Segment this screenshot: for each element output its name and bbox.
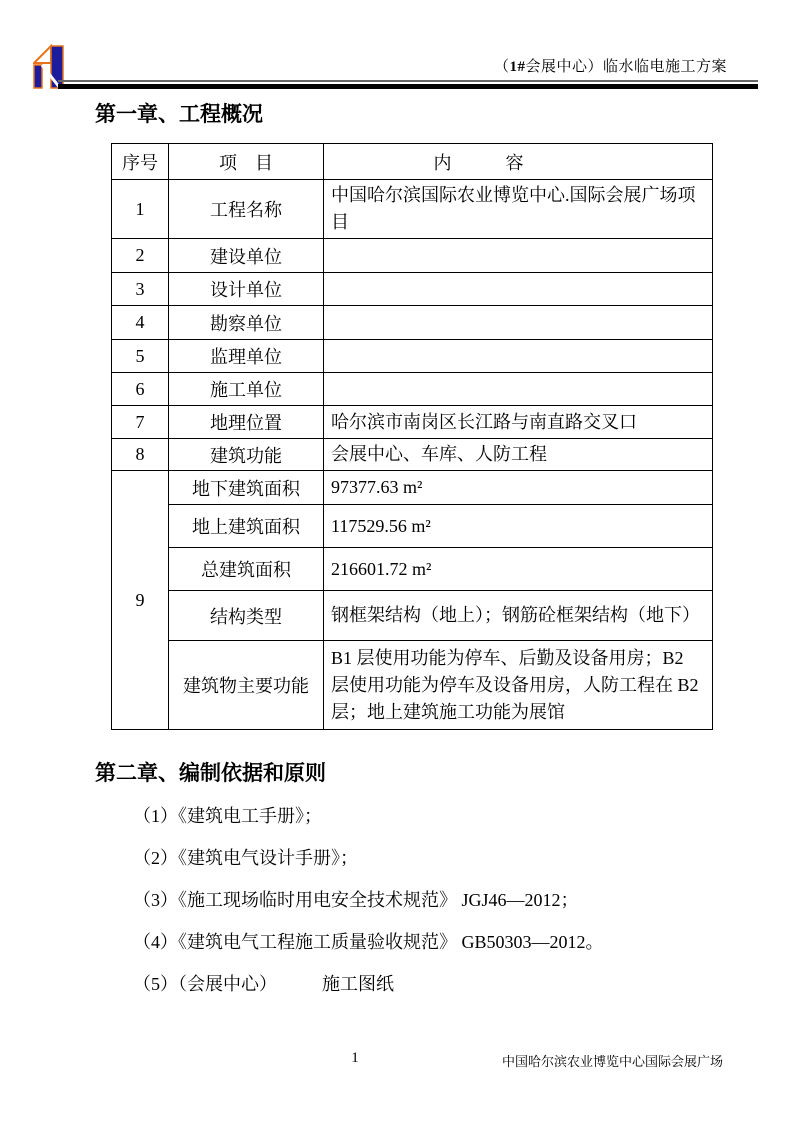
content-cell: B1 层使用功能为停车、后勤及设备用房；B2 层使用功能为停车及设备用房，人防工程在 B2 层；地上建筑施工功能为展馆 <box>324 641 713 730</box>
table-row <box>112 273 713 306</box>
content-cell: 216601.72 m² <box>324 548 713 591</box>
content-cell: 会展中心、车库、人防工程 <box>324 439 713 471</box>
content-cell <box>324 306 713 340</box>
row-number-cell: 1 <box>112 180 169 239</box>
header-cell-no: 序号 <box>112 144 169 180</box>
content-cell: 97377.63 m² <box>324 471 713 505</box>
row-number-cell: 7 <box>112 406 169 439</box>
row-number-cell: 6 <box>112 373 169 406</box>
content-cell: 钢框架结构（地上）；钢筋砼框架结构（地下） <box>324 591 713 641</box>
project-overview-table <box>111 143 713 730</box>
table-row <box>112 591 713 641</box>
table-row <box>112 180 713 239</box>
row-number-cell: 5 <box>112 340 169 373</box>
header-title-open: （ <box>493 59 510 75</box>
list-item: （1）《建筑电工手册》； <box>133 806 322 826</box>
list-item: （4）《建筑电气工程施工质量验收规范》 GB50303—2012。 <box>133 932 604 952</box>
item-cell: 地下建筑面积 <box>169 471 324 505</box>
item-cell: 地上建筑面积 <box>169 505 324 548</box>
footer-doc-title: 中国哈尔滨农业博览中心国际会展广场 <box>501 1054 723 1069</box>
header-cell-item: 项 目 <box>169 144 324 180</box>
header-title-rest: 会展中心）临水临电施工方案 <box>525 59 727 75</box>
table-row <box>112 406 713 439</box>
table-row <box>112 373 713 406</box>
reference-list <box>133 806 604 1016</box>
content-cell <box>324 373 713 406</box>
content-cell: 中国哈尔滨国际农业博览中心.国际会展广场项目 <box>324 180 713 239</box>
table-row <box>112 306 713 340</box>
table-row <box>112 239 713 273</box>
table-row <box>112 471 713 505</box>
list-item: （3）《施工现场临时用电安全技术规范》 JGJ46—2012； <box>133 890 579 910</box>
item-cell: 监理单位 <box>169 340 324 373</box>
chapter-one-title: 第一章、工程概况 <box>95 102 263 126</box>
chapter-two-title: 第二章、编制依据和原则 <box>95 761 326 785</box>
header-rule-thick-line <box>58 84 758 89</box>
content-cell <box>324 239 713 273</box>
page-number: 1 <box>351 1050 359 1066</box>
table-row <box>112 505 713 548</box>
table-header-row <box>112 144 713 180</box>
table-row <box>112 548 713 591</box>
header-doc-title <box>494 57 727 77</box>
row-number-cell-merged: 9 <box>112 471 169 730</box>
content-cell <box>324 340 713 373</box>
item-cell: 工程名称 <box>169 180 324 239</box>
item-cell: 结构类型 <box>169 591 324 641</box>
content-cell: 117529.56 m² <box>324 505 713 548</box>
item-cell: 地理位置 <box>169 406 324 439</box>
item-cell: 建筑功能 <box>169 439 324 471</box>
list-item: （5）（会展中心） 施工图纸 <box>133 974 394 994</box>
item-cell: 建筑物主要功能 <box>169 641 324 730</box>
row-number-cell: 2 <box>112 239 169 273</box>
item-cell: 设计单位 <box>169 273 324 306</box>
header-title-number: 1# <box>509 59 526 75</box>
content-cell: 哈尔滨市南岗区长江路与南直路交叉口 <box>324 406 713 439</box>
row-number-cell: 4 <box>112 306 169 340</box>
item-cell: 总建筑面积 <box>169 548 324 591</box>
item-cell: 建设单位 <box>169 239 324 273</box>
list-item: （2）《建筑电气设计手册》； <box>133 848 358 868</box>
header-cell-content: 内 容 <box>324 144 713 180</box>
row-number-cell: 8 <box>112 439 169 471</box>
header-rule <box>58 80 758 89</box>
table-row <box>112 641 713 730</box>
row-number-cell: 3 <box>112 273 169 306</box>
item-cell: 施工单位 <box>169 373 324 406</box>
table-row <box>112 439 713 471</box>
content-cell <box>324 273 713 306</box>
item-cell: 勘察单位 <box>169 306 324 340</box>
table-row <box>112 340 713 373</box>
